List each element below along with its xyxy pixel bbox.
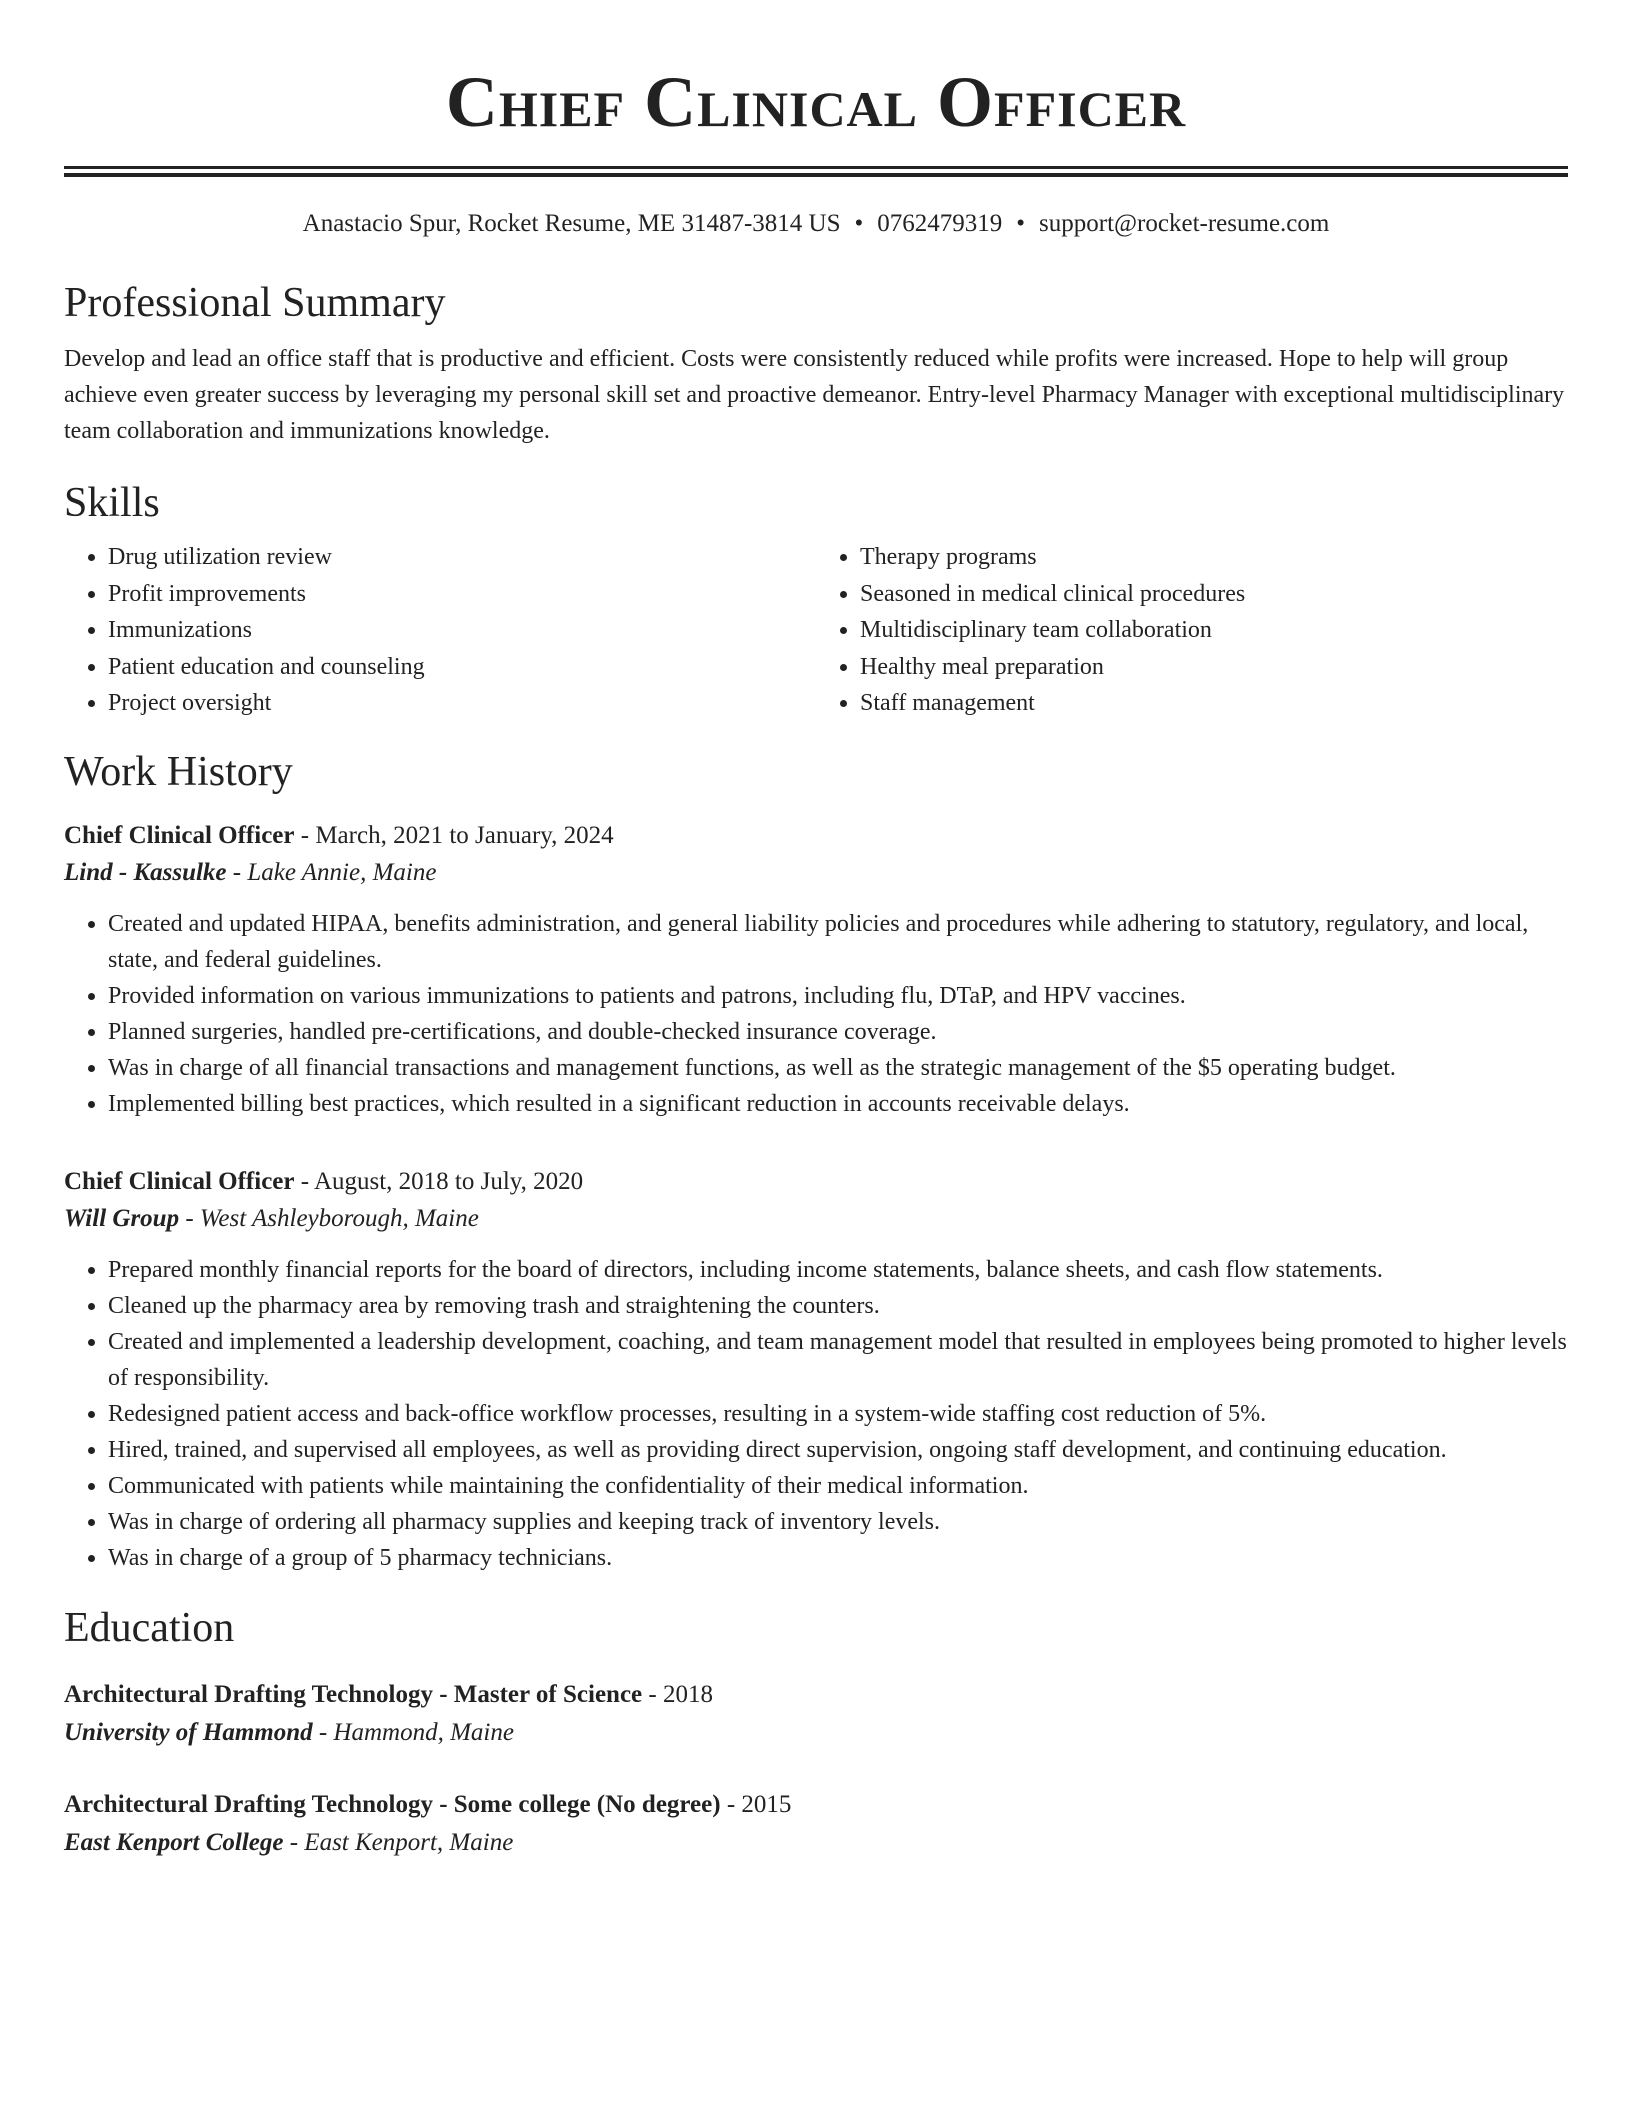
skills-section [64, 477, 1568, 722]
skill-item: • Multidisciplinary team collaboration [860, 612, 1568, 649]
skill-item: • Healthy meal preparation [860, 649, 1568, 686]
job-bullet: • Redesigned patient access and back-office workflow processes, resulting in a system-wide staffing cost reduction of 5%. [108, 1396, 1568, 1432]
contact-address: Anastacio Spur, Rocket Resume, ME 31487-3814 US [302, 210, 841, 237]
job-dates: - August, 2018 to July, 2020 [294, 1167, 584, 1195]
summary-text: Develop and lead an office staff that is productive and efficient. Costs were consistently reduced while profits were increased. Hope to help will group achieve even greater success by leveraging my personal skill set and proactive demeanor. Entry-level Pharmacy Manager with exceptional multidisciplinary team collaboration and immunizations knowledge. [64, 346, 1565, 444]
summary-heading: Professional Summary [64, 280, 446, 326]
job-bullet: • Was in charge of ordering all pharmacy supplies and keeping track of inventory levels. [108, 1504, 1568, 1540]
education-section [64, 1602, 1568, 1862]
work-history-section [64, 746, 1568, 1576]
resume-title: Chief Clinical Officer [445, 62, 1187, 142]
school-location: - Hammond, Maine [312, 1718, 514, 1746]
school-line [64, 1824, 1568, 1862]
skills-heading: Skills [64, 480, 160, 526]
contact-separator: • [854, 210, 864, 237]
job-title-line [64, 818, 1568, 854]
company-name: Will Group [64, 1204, 180, 1232]
degree-year: - 2015 [720, 1790, 792, 1818]
job-bullet: • Created and updated HIPAA, benefits administration, and general liability policies and procedures while adhering to statutory, regulatory, and local, state, and federal guidelines. [108, 906, 1568, 978]
skill-item: • Staff management [860, 685, 1568, 722]
degree-year: - 2018 [642, 1680, 713, 1708]
degree-name: Architectural Drafting Technology - Master of Science [64, 1680, 643, 1708]
job-dates: - March, 2021 to January, 2024 [294, 821, 614, 849]
skill-item: • Profit improvements [108, 576, 816, 613]
degree-line [64, 1786, 1568, 1824]
contact-separator: • [1016, 210, 1026, 237]
job-bullet: • Was in charge of all financial transactions and management functions, as well as the strategic management of the $5 operating budget. [108, 1050, 1568, 1086]
title-double-rule [64, 166, 1568, 177]
company-name: Lind - Kassulke [64, 858, 227, 886]
contact-email: support@rocket-resume.com [1039, 210, 1330, 237]
skill-item: • Seasoned in medical clinical procedures [860, 576, 1568, 613]
job-bullet: • Planned surgeries, handled pre-certifications, and double-checked insurance coverage. [108, 1014, 1568, 1050]
job-bullet: • Prepared monthly financial reports for the board of directors, including income statements, balance sheets, and cash flow statements. [108, 1252, 1568, 1288]
skill-item: • Therapy programs [860, 539, 1568, 576]
skills-right-column [816, 539, 1568, 722]
job-bullet: • Created and implemented a leadership development, coaching, and team management model that resulted in employees being promoted to higher levels of responsibility. [108, 1324, 1568, 1396]
skill-item: • Immunizations [108, 612, 816, 649]
work-history-heading: Work History [64, 748, 293, 795]
job-bullet: • Hired, trained, and supervised all employees, as well as providing direct supervision, ongoing staff development, and continuing education. [108, 1432, 1568, 1468]
job-bullet: • Communicated with patients while maintaining the confidentiality of their medical information. [108, 1468, 1568, 1504]
school-location: - East Kenport, Maine [283, 1828, 514, 1856]
school-line [64, 1714, 1568, 1752]
job-bullet: • Was in charge of a group of 5 pharmacy technicians. [108, 1540, 1568, 1576]
education-heading: Education [64, 1604, 235, 1651]
contact-line [64, 207, 1568, 241]
education-entry [64, 1786, 1568, 1862]
job-title-line [64, 1164, 1568, 1200]
company-line [64, 1200, 1568, 1238]
school-name: University of Hammond [64, 1718, 313, 1746]
contact-phone: 0762479319 [877, 210, 1003, 237]
job-entry [64, 1164, 1568, 1576]
job-bullet: • Provided information on various immunizations to patients and patrons, including flu, DTaP, and HPV vaccines. [108, 978, 1568, 1014]
company-line [64, 854, 1568, 892]
job-title: Chief Clinical Officer [64, 821, 295, 849]
company-location: - Lake Annie, Maine [226, 858, 437, 886]
job-entry [64, 818, 1568, 1122]
job-bullets [64, 1252, 1568, 1576]
skills-left-column [64, 539, 816, 722]
skill-item: • Project oversight [108, 685, 816, 722]
job-title: Chief Clinical Officer [64, 1167, 295, 1195]
education-entry [64, 1676, 1568, 1752]
company-location: - West Ashleyborough, Maine [179, 1204, 479, 1232]
degree-line [64, 1676, 1568, 1714]
job-bullets [64, 906, 1568, 1122]
job-bullet: • Cleaned up the pharmacy area by removing trash and straightening the counters. [108, 1288, 1568, 1324]
job-bullet: • Implemented billing best practices, which resulted in a significant reduction in accounts receivable delays. [108, 1086, 1568, 1122]
skill-item: • Patient education and counseling [108, 649, 816, 686]
skills-grid [64, 539, 1568, 722]
skill-item: • Drug utilization review [108, 539, 816, 576]
degree-name: Architectural Drafting Technology - Some college (No degree) [64, 1790, 721, 1818]
school-name: East Kenport College [64, 1828, 284, 1856]
summary-section [64, 277, 1568, 449]
